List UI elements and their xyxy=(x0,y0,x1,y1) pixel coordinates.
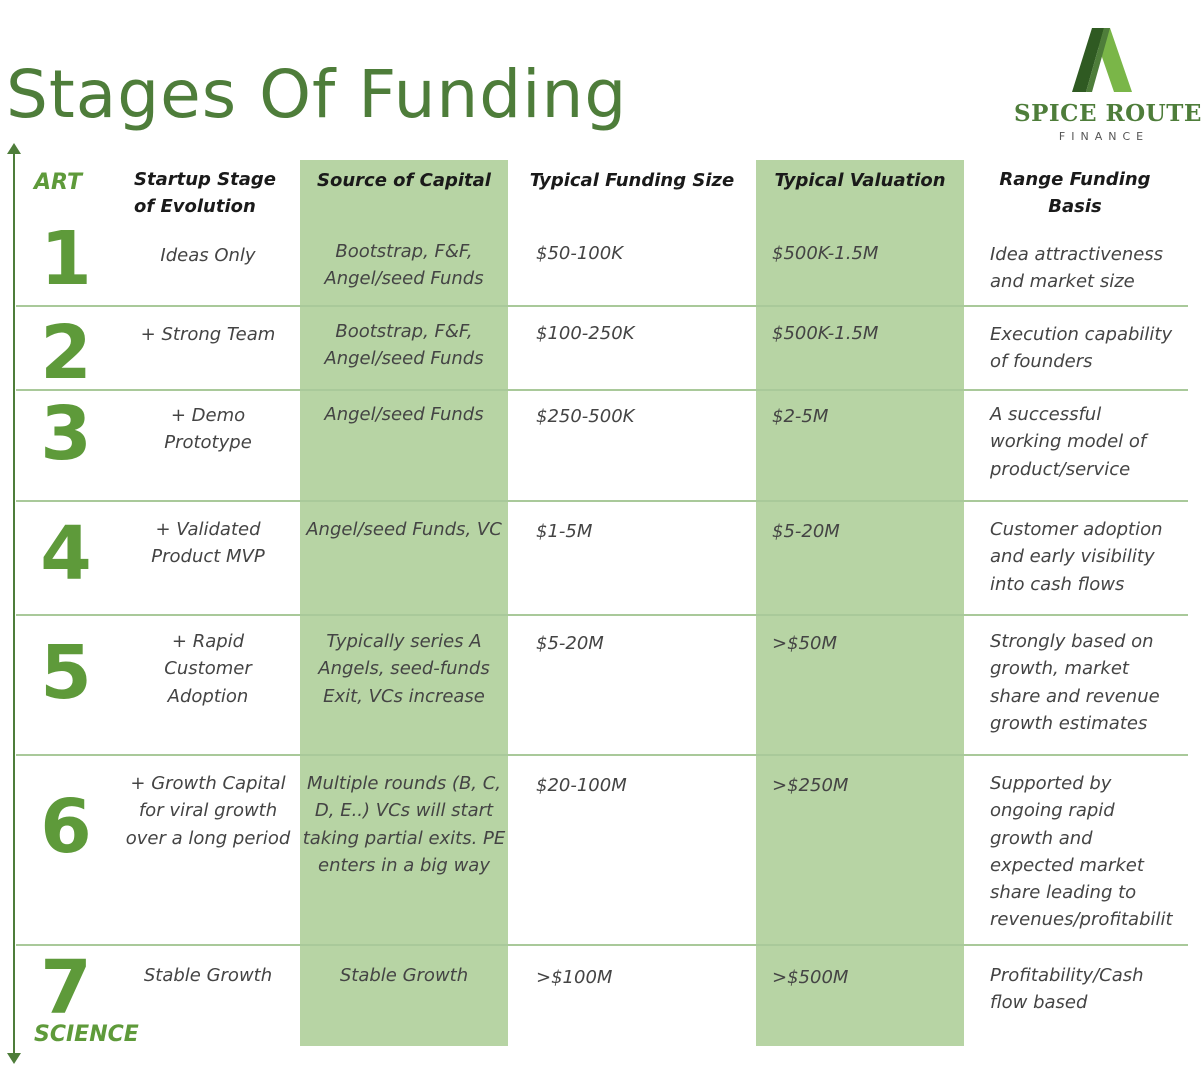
stage-description: Ideas Only xyxy=(160,245,256,266)
funding-size: $5-20M xyxy=(536,633,604,654)
stage-description: + Growth Capital for viral growth over a long period xyxy=(125,773,291,849)
axis-bottom-label: SCIENCE xyxy=(34,1022,139,1047)
arrow-down-icon xyxy=(7,1053,21,1064)
valuation: $2-5M xyxy=(772,406,829,427)
funding-basis: Supported by ongoing rapid growth and expected market share leading to revenues/profitabilit xyxy=(990,773,1173,931)
stage-description: Stable Growth xyxy=(143,965,273,986)
header-source: Source of Capital xyxy=(317,170,491,191)
valuation: $5-20M xyxy=(772,521,840,542)
header-stage: Startup Stage of Evolution xyxy=(134,169,276,217)
row-divider xyxy=(16,389,1188,391)
capital-source: Multiple rounds (B, C, D, E..) VCs will start taking partial exits. PE enters in a big way xyxy=(302,773,506,876)
stage-number: 6 xyxy=(40,784,92,870)
art-science-axis xyxy=(13,150,15,1060)
valuation: >$50M xyxy=(772,633,837,654)
logo-subtitle: FINANCE xyxy=(1058,130,1150,143)
stage-description: + Rapid Customer Adoption xyxy=(164,631,252,707)
stage-description: + Validated Product MVP xyxy=(151,519,265,568)
stage-number: 5 xyxy=(40,630,92,716)
funding-size: $100-250K xyxy=(536,323,635,344)
capital-source: Bootstrap, F&F, Angel/seed Funds xyxy=(324,321,484,370)
stage-number: 1 xyxy=(40,216,92,302)
row-divider xyxy=(16,944,1188,946)
funding-basis: Profitability/Cash flow based xyxy=(990,965,1144,1014)
page-title: Stages Of Funding xyxy=(6,56,628,133)
stage-number: 2 xyxy=(40,310,92,396)
row-divider xyxy=(16,754,1188,756)
funding-basis: Customer adoption and early visibility into cash flows xyxy=(990,519,1163,595)
arrow-up-icon xyxy=(7,143,21,154)
stage-number: 3 xyxy=(40,391,92,477)
row-divider xyxy=(16,305,1188,307)
capital-source: Typically series A Angels, seed-funds Exit, VCs increase xyxy=(318,631,490,707)
valuation: $500K-1.5M xyxy=(772,243,879,264)
funding-size: $250-500K xyxy=(536,406,635,427)
row-divider xyxy=(16,614,1188,616)
valuation: $500K-1.5M xyxy=(772,323,879,344)
stage-description: + Demo Prototype xyxy=(164,405,252,454)
valuation-column-highlight xyxy=(756,160,964,1046)
header-valuation: Typical Valuation xyxy=(774,170,946,191)
funding-basis: Idea attractiveness and market size xyxy=(990,244,1164,293)
stage-number: 7 xyxy=(40,945,92,1031)
valuation: >$500M xyxy=(772,967,849,988)
capital-source: Angel/seed Funds xyxy=(324,404,484,425)
header-basis: Range Funding Basis xyxy=(999,169,1151,217)
funding-basis: Strongly based on growth, market share and revenue growth estimates xyxy=(990,631,1160,734)
funding-size: $50-100K xyxy=(536,243,624,264)
row-divider xyxy=(16,500,1188,502)
funding-basis: Execution capability of founders xyxy=(990,324,1173,373)
spice-route-logo xyxy=(1014,28,1202,148)
funding-basis: A successful working model of product/service xyxy=(990,404,1147,480)
funding-size: >$100M xyxy=(536,967,613,988)
capital-source: Angel/seed Funds, VC xyxy=(306,519,502,540)
capital-source: Bootstrap, F&F, Angel/seed Funds xyxy=(324,241,484,290)
funding-size: $20-100M xyxy=(536,775,627,796)
header-size: Typical Funding Size xyxy=(529,170,735,191)
source-column-highlight xyxy=(300,160,508,1046)
logo-a-icon xyxy=(1070,28,1140,92)
funding-size: $1-5M xyxy=(536,521,593,542)
stage-description: + Strong Team xyxy=(140,324,276,345)
axis-top-label: ART xyxy=(34,170,82,195)
stage-number: 4 xyxy=(40,511,92,597)
valuation: >$250M xyxy=(772,775,849,796)
logo-name: SPICE ROUTE xyxy=(1014,100,1202,127)
capital-source: Stable Growth xyxy=(339,965,469,986)
